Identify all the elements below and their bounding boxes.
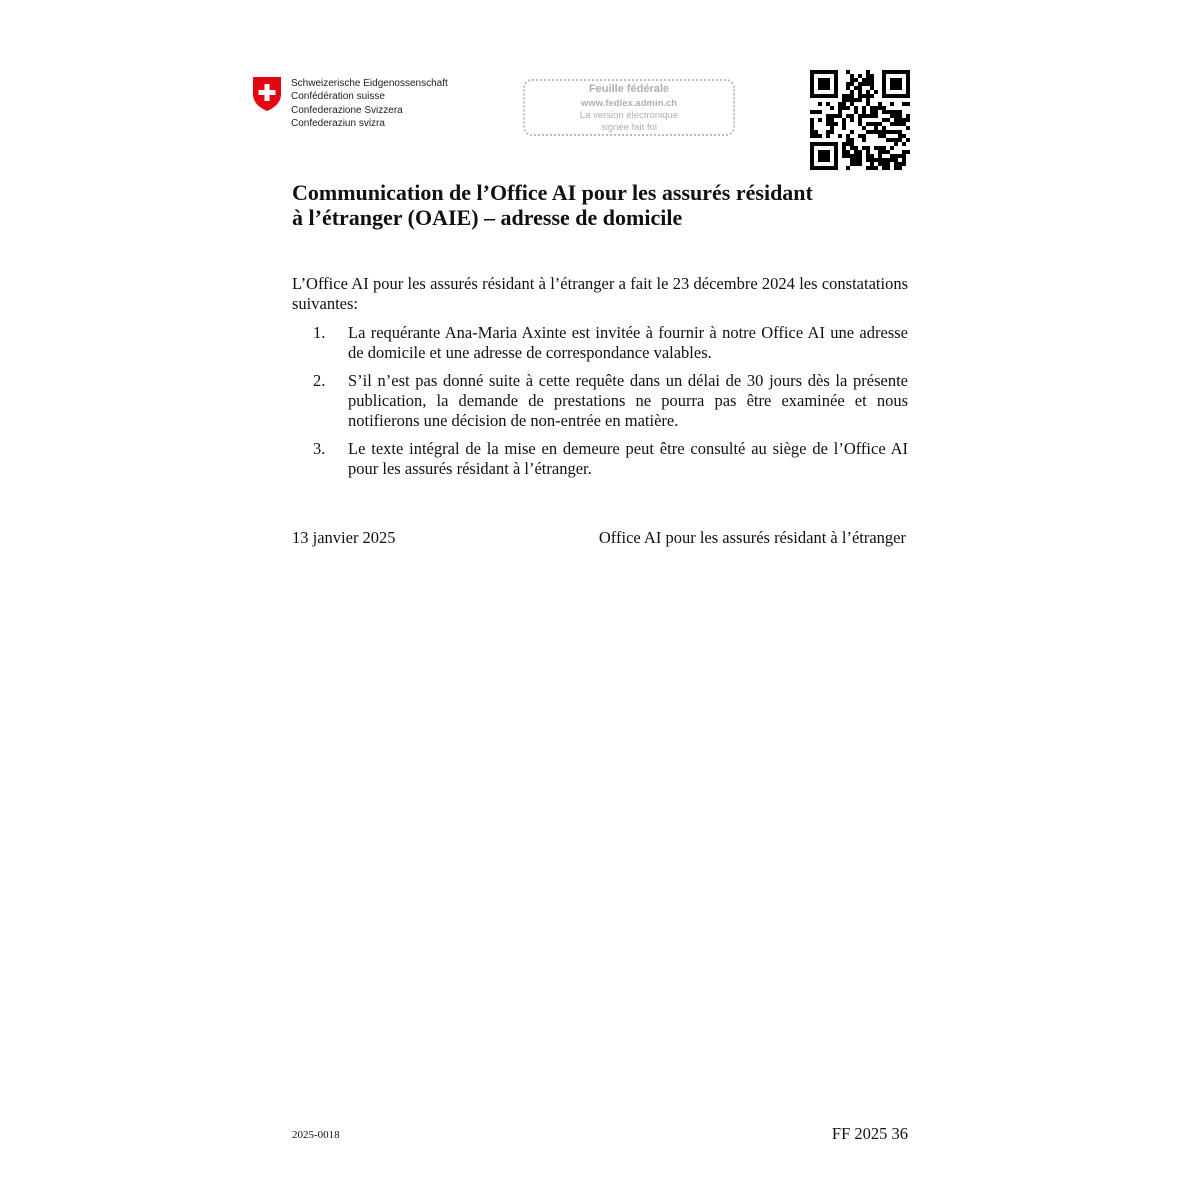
swiss-cross-icon bbox=[252, 76, 282, 112]
stamp-note-line2: signée fait foi bbox=[601, 121, 657, 133]
title-line-1: Communication de l’Office AI pour les assurés résidant bbox=[292, 180, 813, 205]
findings-list bbox=[292, 323, 908, 487]
confederation-logo bbox=[252, 76, 448, 130]
list-item bbox=[292, 323, 908, 363]
stamp-note-line1: La version électronique bbox=[579, 110, 679, 121]
stamp-title: Feuille fédérale bbox=[588, 83, 670, 95]
stamp-url: www.fedlex.admin.ch bbox=[580, 98, 678, 109]
confederation-name-rm: Confederaziun svizra bbox=[291, 117, 385, 129]
list-item-text: La requérante Ana-Maria Axinte est invitée à fournir à notre Office AI une adresse de domicile et une adresse de correspondance valables. bbox=[348, 323, 908, 362]
issuer-signature: Office AI pour les assurés résidant à l’étranger bbox=[598, 528, 906, 547]
list-item-text: Le texte intégral de la mise en demeure peut être consulté au siège de l’Office AI pour les assurés résidant à l’étranger. bbox=[348, 439, 908, 478]
document-id: 2025-0018 bbox=[292, 1129, 340, 1141]
list-item bbox=[292, 439, 908, 479]
page-title bbox=[292, 180, 932, 230]
fedlex-stamp bbox=[523, 79, 735, 136]
list-item-number: 2. bbox=[313, 371, 326, 390]
confederation-name-de: Schweizerische Eidgenossenschaft bbox=[291, 78, 448, 89]
qr-code-icon[interactable] bbox=[810, 70, 910, 170]
list-item-number: 1. bbox=[313, 323, 326, 342]
confederation-name-it: Confederazione Svizzera bbox=[291, 104, 403, 116]
list-item-text: S’il n’est pas donné suite à cette requête dans un délai de 30 jours dès la présente publication, la demande de prestations ne pourra pas être examinée et nous notifierons une décision de non-entrée en matière. bbox=[348, 371, 908, 430]
publication-date: 13 janvier 2025 bbox=[292, 528, 396, 547]
confederation-name-fr: Confédération suisse bbox=[291, 91, 385, 103]
list-item bbox=[292, 371, 908, 431]
publication-reference: FF 2025 36 bbox=[831, 1124, 908, 1143]
title-line-2: à l’étranger (OAIE) – adresse de domicile bbox=[292, 205, 683, 230]
intro-paragraph: L’Office AI pour les assurés résidant à l’étranger a fait le 23 décembre 2024 les constatations suivantes: bbox=[292, 274, 908, 313]
list-item-number: 3. bbox=[313, 439, 326, 458]
confederation-names bbox=[291, 77, 448, 130]
